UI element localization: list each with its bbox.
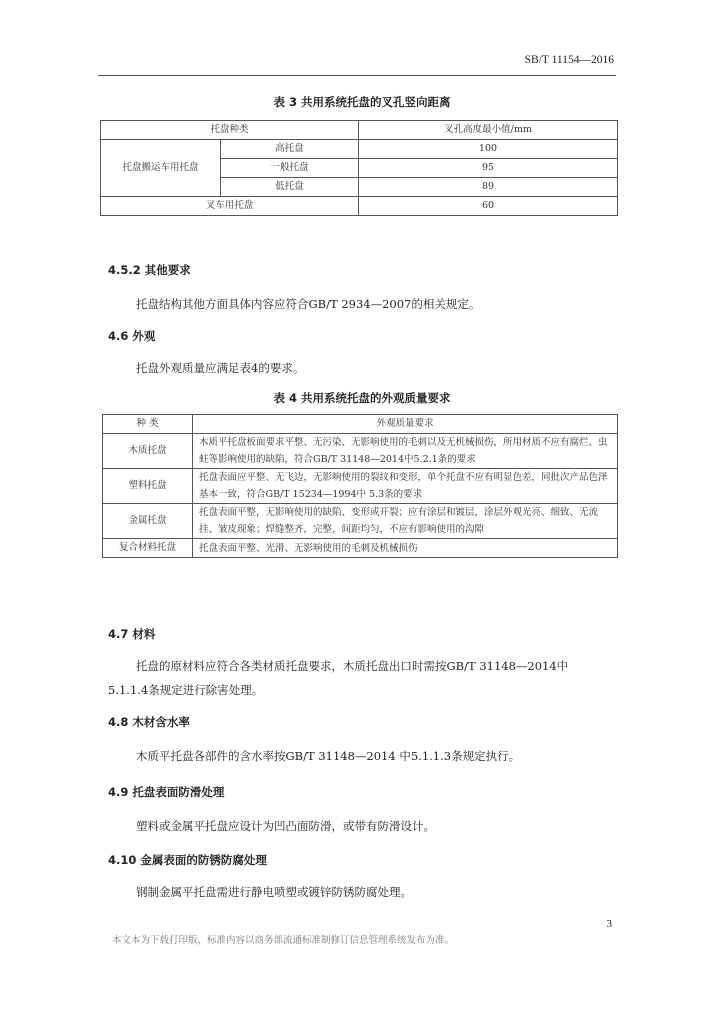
header-cell: 托盘种类 [101, 121, 359, 140]
header-rule [98, 75, 616, 76]
table-cell: 金属托盘 [103, 504, 193, 539]
header-cell: 外观质量要求 [193, 415, 618, 434]
table-row [101, 121, 618, 140]
table4 [102, 414, 618, 558]
paragraph: 木质平托盘各部件的含水率按GB/T 31148—2014 中5.1.1.3条规定执行。 [136, 749, 521, 763]
paragraph: 托盘的原材料应符合各类材质托盘要求，木质托盘出口时需按GB/T 31148—2014中 [136, 659, 569, 673]
table-row [103, 415, 618, 434]
group-cell: 托盘搬运车用托盘 [101, 140, 221, 197]
header-cell: 种 类 [103, 415, 193, 434]
table-cell: 塑料托盘 [103, 469, 193, 504]
section-heading: 4.8 木材含水率 [108, 715, 190, 729]
table-cell: 托盘表面平整、光滑、无影响使用的毛刺及机械损伤 [193, 539, 618, 558]
paragraph: 钢制金属平托盘需进行静电喷塑或镀锌防锈防腐处理。 [136, 885, 412, 899]
table-row [103, 504, 618, 539]
table-cell: 复合材料托盘 [103, 539, 193, 558]
table-cell: 95 [359, 159, 618, 178]
paragraph: 塑料或金属平托盘应设计为凹凸面防滑，或带有防滑设计。 [136, 819, 435, 833]
table3-caption: 表 3 共用系统托盘的叉孔竖向距离 [273, 95, 451, 109]
table-cell: 89 [359, 178, 618, 197]
paragraph: 托盘外观质量应满足表4的要求。 [136, 361, 305, 375]
table-cell: 高托盘 [221, 140, 359, 159]
footer-note: 本文本为下载打印版，标准内容以商务部流通标准制修订信息管理系统发布为准。 [112, 935, 455, 946]
section-heading: 4.7 材料 [108, 627, 156, 641]
table-cell: 低托盘 [221, 178, 359, 197]
doc-code: SB/T 11154—2016 [524, 54, 614, 66]
table3 [100, 120, 618, 216]
header-cell: 叉孔高度最小值/mm [359, 121, 618, 140]
table-cell: 木质托盘 [103, 434, 193, 469]
table-row [103, 434, 618, 469]
section-heading: 4.10 金属表面的防锈防腐处理 [108, 853, 267, 867]
paragraph: 托盘结构其他方面具体内容应符合GB/T 2934—2007的相关规定。 [136, 297, 481, 311]
table-row [101, 197, 618, 216]
section-heading: 4.9 托盘表面防滑处理 [108, 785, 225, 799]
section-heading: 4.5.2 其他要求 [108, 263, 191, 277]
table-cell: 60 [359, 197, 618, 216]
paragraph: 5.1.1.4条规定进行除害处理。 [108, 683, 264, 697]
table-cell: 叉车用托盘 [101, 197, 359, 216]
table4-caption: 表 4 共用系统托盘的外观质量要求 [273, 391, 451, 405]
table-row [101, 140, 618, 159]
table-row [103, 539, 618, 558]
table-cell: 一般托盘 [221, 159, 359, 178]
table-cell: 木质平托盘板面要求平整、无污染、无影响使用的毛刺以及无机械损伤，所用材质不应有腐烂、虫蛀等影响使用的缺陷，符合GB/T 31148—2014中5.2.1条的要求 [193, 434, 618, 469]
table-row [103, 469, 618, 504]
table-cell: 100 [359, 140, 618, 159]
section-heading: 4.6 外观 [108, 329, 156, 343]
table-cell: 托盘表面平整，无影响使用的缺陷、变形或开裂；应有涂层和镀层，涂层外观光亮、细致、无流挂、皱皮现象；焊缝整齐，完整，间距均匀，不应有影响使用的沟隙 [193, 504, 618, 539]
table-cell: 托盘表面应平整、无飞边，无影响使用的裂纹和变形，单个托盘不应有明显色差，同批次产品色泽基本一致，符合GB/T 15234—1994中 5.3条的要求 [193, 469, 618, 504]
page-number: 3 [606, 918, 612, 930]
